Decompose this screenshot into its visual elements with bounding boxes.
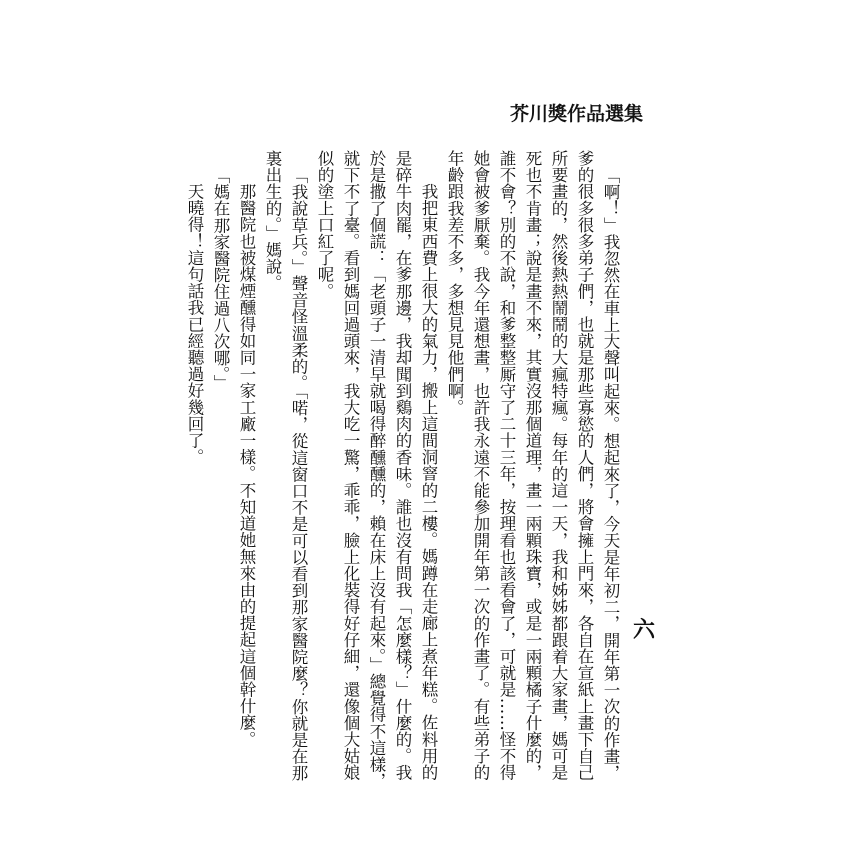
running-header-title: 芥川獎作品選集 (510, 103, 644, 125)
paragraph: 「啊！」我忽然在車上大聲叫起來。想起來了，今天是年初二，開年第一次的作畫，爹的很多很多弟子們，也就是那些寡慾的人們，將會擁上門來，各自在宣紙上畫下自己所要畫的，然後熱熱鬧鬧的大瘋特瘋。每年的這一天，我和姊姊都跟着大家畫，媽可是死也不肯畫；說是畫不來，其實沒那個道理，畫一兩顆珠寶，或是一兩顆橘子什麼的，誰不會？別的不說，和爹整整厮守了二十三年，按理看也該看會了，可就是……怪不得她會被爹厭棄。我今年還想畫，也許我永遠不能參加開年第一次的作畫了。有些弟子的年齡跟我差不多，多想見見他們啊。 (445, 150, 620, 781)
page-number: 六 (632, 617, 655, 643)
paragraph: 天曉得！這句話我已經聽過好幾回了。 (185, 183, 204, 466)
paragraph: 我把東西費上很大的氣力，搬上這間洞窨的二樓。媽蹲在走廊上煮年糕。佐料用的是碎牛肉罷，在爹那邊，我却聞到鷄肉的香味。誰也沒有問我「怎麼樣？」什麼的。我於是撒了個謊：「老頭子一清早就喝得醉醺醺的，賴在床上沒有起來。」總覺得不這樣，就下不了臺。看到媽回過頭來，我大吃一驚，乖乖，臉上化裝得好仔細，還像個大姑娘似的塗上口紅了呢。 (315, 150, 438, 790)
vertical-body-text (185, 150, 623, 790)
paragraph: 那醫院也被煤煙醺得如同一家工廠一樣。不知道她無來由的提起這個幹什麼。 (237, 183, 256, 748)
paragraph: 「媽在那家醫院住過八次哪。」 (211, 166, 230, 391)
paragraph: 「我說草兵。」聲音怪溫柔的。「喏，從這窗口不是可以看到那家醫院麼？你就是在那裏出生的。」媽說。 (263, 150, 308, 781)
